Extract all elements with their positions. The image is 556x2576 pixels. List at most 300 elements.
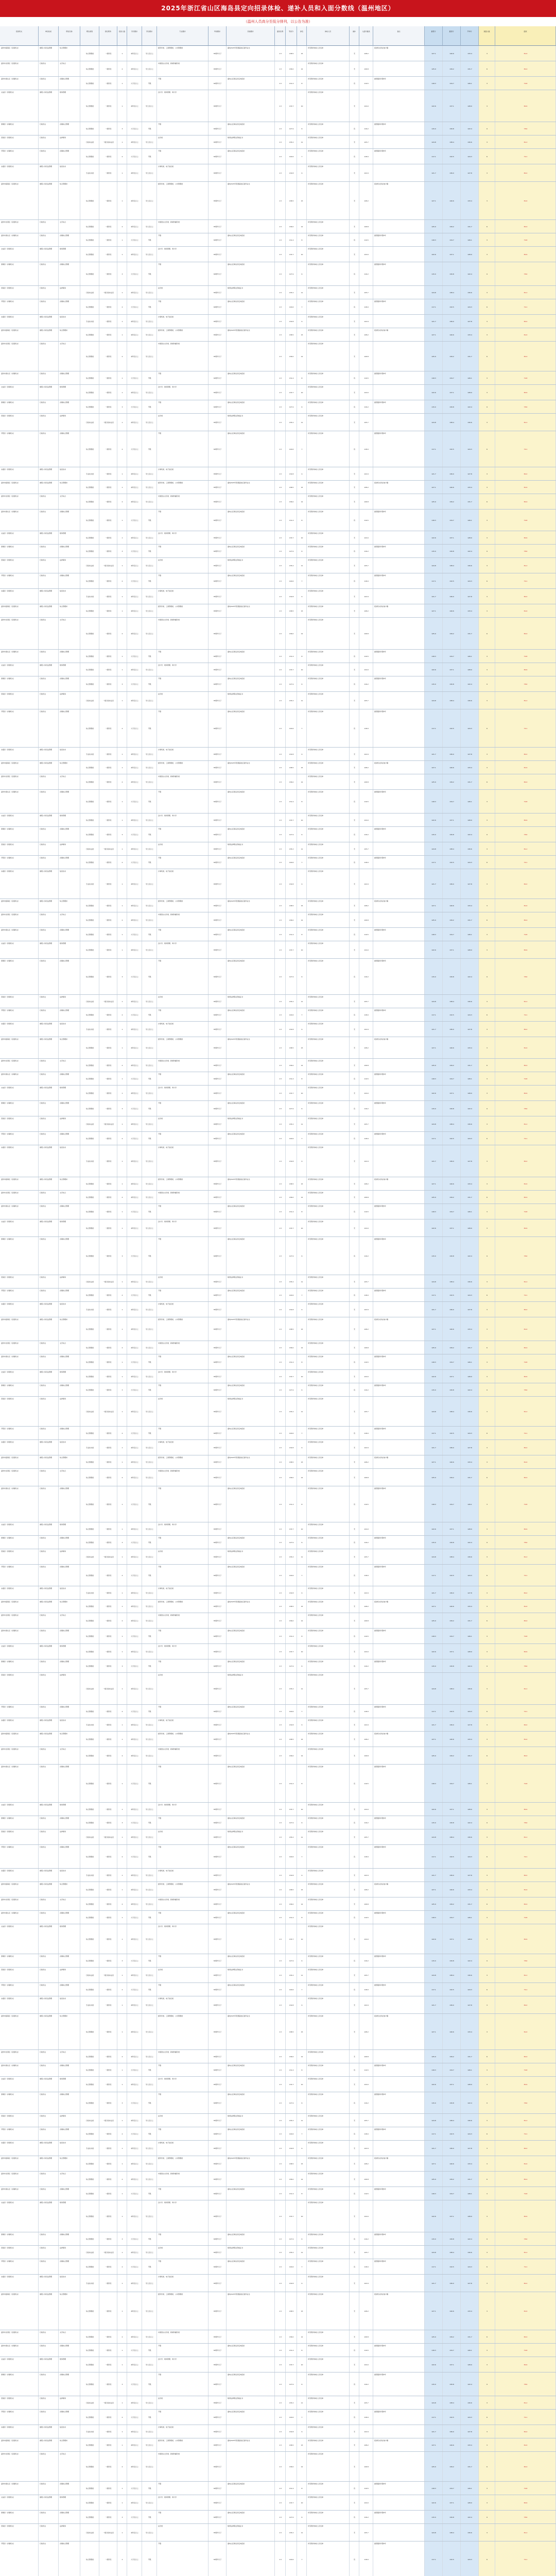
cell-iv	[495, 748, 556, 760]
cell-text: 35周岁以下	[208, 1651, 226, 1653]
cell-ratio	[275, 431, 286, 467]
cell-text: 乡镇综合管理	[59, 1845, 80, 1848]
cell-exam	[307, 481, 350, 494]
cell-text: 124.8	[425, 1411, 442, 1413]
cell-text: 119.5	[359, 1635, 373, 1637]
cell-text: 1	[117, 1078, 127, 1080]
cell-deg	[142, 573, 157, 588]
cell-text: 130.8	[443, 406, 460, 408]
cell-iv	[495, 604, 556, 617]
cell-cnt	[479, 494, 495, 509]
cell-text: 有	[350, 128, 359, 130]
cell-iv	[495, 371, 556, 384]
cell-line	[359, 1059, 373, 1072]
cell-text: 117.1	[425, 861, 442, 863]
cell-avg	[461, 1037, 479, 1058]
cell-text: 文字综合	[59, 1897, 80, 1901]
cell-text: 139.2	[443, 68, 460, 70]
cell-text: 学士及以上	[142, 949, 157, 951]
cell-text: 35周岁以下	[208, 596, 226, 598]
cell-line	[359, 1037, 373, 1058]
cell-text: 125.7	[359, 141, 373, 143]
cell-avg	[461, 220, 479, 233]
cell-text: 3	[479, 1328, 495, 1330]
cell-text: 9	[297, 172, 306, 174]
cell-ratio	[275, 676, 286, 691]
cell-deg	[142, 400, 157, 413]
cell-num	[117, 827, 127, 842]
cell-line	[359, 247, 373, 262]
cell-text: 综合管理类	[80, 486, 99, 488]
cell-age	[208, 558, 227, 573]
cell-text: 118.3	[425, 239, 442, 241]
cell-text: 一级科员	[99, 1196, 117, 1198]
cell-text: 温州市洞头区（乡镇机关）	[0, 233, 38, 236]
cell-score	[286, 558, 297, 573]
cell-max	[443, 262, 461, 285]
cell-text: 永嘉县（县级机关）	[0, 1302, 38, 1305]
cell-type	[39, 481, 59, 494]
cell-text: 温州市洞头区（乡镇机关）	[0, 650, 38, 653]
cell-num	[117, 790, 127, 813]
cell-text: 80.4	[495, 781, 555, 783]
cell-avg	[461, 385, 479, 400]
cell-fill	[350, 247, 359, 262]
cell-text: 不限	[157, 1427, 208, 1430]
cell-text: 30周岁以下	[208, 1783, 226, 1785]
cell-text: 1:3	[275, 226, 285, 228]
cell-iv	[495, 899, 556, 912]
cell-text: 综合管理类	[80, 253, 99, 256]
cell-text: 125.7	[359, 1001, 373, 1003]
cell-text: 本科及以上	[127, 700, 142, 702]
cell-avg	[461, 790, 479, 813]
cell-text: 温州市龙湾区（区级机关）	[0, 1747, 38, 1750]
cell-text: 行政机关	[39, 1565, 58, 1568]
cell-text: 参照公务员法管理	[39, 1219, 58, 1223]
cell-org	[0, 315, 39, 328]
cell-text: 2	[117, 501, 127, 503]
cell-text: 2	[117, 156, 127, 158]
cell-text: 1:3	[275, 1078, 285, 1080]
cell-text: 132.5	[443, 306, 460, 308]
cell-avg	[461, 676, 479, 691]
cell-line	[359, 233, 373, 246]
cell-cat	[80, 1086, 99, 1100]
cell-deg	[142, 1072, 157, 1085]
cell-text: 行政机关	[39, 122, 58, 125]
cell-text: 6	[297, 834, 306, 836]
cell-cnt	[479, 220, 495, 233]
cell-text: 124.8	[425, 1001, 442, 1003]
cell-text: 131.4	[286, 1503, 297, 1505]
cell-min	[425, 912, 443, 927]
cell-deg	[142, 494, 157, 509]
cell-text: 117.1	[425, 1014, 442, 1016]
cell-text: 134.7	[443, 82, 460, 84]
cell-text: 一级行政执法员	[99, 421, 117, 423]
cell-text: 133.7	[286, 819, 297, 821]
cell-text: 1:3	[275, 141, 285, 143]
cell-text: 大专及以上	[127, 550, 142, 552]
cell-text: 最低服务年限5年	[373, 1845, 424, 1848]
cell-rank	[297, 604, 307, 617]
cell-type	[39, 761, 59, 774]
cell-text: 综合管理类	[80, 406, 99, 408]
cell-text: 综合管理类	[80, 1856, 99, 1858]
cell-text: 综合管理类	[80, 105, 99, 107]
cell-fill	[350, 510, 359, 531]
cell-note	[373, 342, 425, 371]
cell-text: 35周岁以下	[208, 68, 226, 70]
cell-line	[359, 1101, 373, 1116]
cell-text: 35周岁以下	[208, 105, 226, 107]
cell-avg	[461, 869, 479, 899]
cell-text: 124.0	[359, 1808, 373, 1810]
cell-text: 127.1	[425, 610, 442, 612]
cell-text: 10	[297, 669, 306, 671]
cell-text: 138.4	[443, 292, 460, 294]
cell-text: 137.1	[443, 253, 460, 256]
cell-text: 学士及以上	[142, 105, 157, 107]
cell-text: 有	[350, 655, 359, 657]
cell-text	[373, 692, 424, 693]
cell-fill	[350, 1116, 359, 1131]
cell-text: 招录机关所在地户籍	[373, 1037, 424, 1040]
cell-text: 15	[297, 1461, 306, 1463]
cell-text: 无	[350, 68, 359, 70]
cell-text: 本科及以上	[127, 767, 142, 769]
cell-text: 133.7	[286, 105, 297, 107]
cell-max	[443, 1008, 461, 1021]
cell-text: 35周岁以下	[208, 421, 226, 423]
cell-text: 138.5	[286, 1328, 297, 1330]
cell-text: 综合管理类	[80, 1889, 99, 1891]
cell-text: 128.9	[461, 669, 478, 671]
cell-text: 经济学类、工商管理类、公共管理类	[157, 1037, 208, 1040]
cell-ratio	[275, 1101, 286, 1116]
cell-pos	[59, 842, 80, 855]
column-header-ratio: 面试比例	[275, 26, 286, 46]
cell-text: 行政机关	[39, 774, 58, 777]
cell-max	[443, 122, 461, 135]
cell-text: 128.2	[359, 1738, 373, 1740]
cell-text: 文字综合	[59, 912, 80, 916]
cell-text: 最低服务年限5年	[373, 233, 424, 236]
cell-org	[0, 650, 39, 663]
cell-text: 122.6	[425, 1651, 442, 1653]
cell-text: 128.9	[461, 392, 478, 394]
cell-text: 大专及以上	[127, 1255, 142, 1257]
cell-text: 综合管理类	[80, 1822, 99, 1824]
cell-deg	[142, 385, 157, 400]
cell-text: 9	[479, 273, 495, 275]
cell-text: 3	[117, 1822, 127, 1824]
cell-text: 138.5	[286, 1605, 297, 1607]
cell-text: 3	[117, 976, 127, 978]
cell-deg	[142, 1101, 157, 1116]
cell-iv	[495, 149, 556, 164]
cell-fill	[350, 431, 359, 467]
cell-text: 115.0	[425, 1389, 442, 1391]
cell-iv	[495, 414, 556, 431]
cell-text: 35周岁以下	[208, 949, 226, 951]
cell-pos	[59, 414, 80, 431]
cell-text: 122.9	[359, 1028, 373, 1030]
cell-major	[157, 328, 208, 341]
cell-text: 大专及以上	[127, 1432, 142, 1434]
cell-exam	[307, 1072, 350, 1085]
cell-text: 无	[350, 848, 359, 850]
cell-text: 信息技术	[59, 1586, 80, 1589]
cell-text: 本科及以上	[127, 1001, 142, 1003]
cell-org	[0, 220, 39, 233]
cell-major	[157, 692, 208, 709]
cell-text: 1:3	[275, 1665, 285, 1667]
cell-text: 本科及以上	[127, 1651, 142, 1653]
cell-text: 不限	[142, 1856, 157, 1858]
cell-org	[0, 748, 39, 760]
cell-text: 134.7	[443, 1361, 460, 1363]
cell-line	[359, 481, 373, 494]
cell-text: 本科及以上	[127, 53, 142, 55]
cell-deg	[142, 676, 157, 691]
cell-text: 本科及以上	[127, 1196, 142, 1198]
cell-text: 一级科员	[99, 239, 117, 241]
cell-text: 119.5	[359, 801, 373, 803]
cell-min	[425, 618, 443, 649]
cell-org	[0, 1037, 39, 1058]
cell-text: 学士及以上	[142, 1183, 157, 1185]
cell-age	[208, 286, 227, 299]
cell-min	[425, 315, 443, 328]
cell-org	[0, 995, 39, 1008]
cell-text: 133.7	[286, 1376, 297, 1378]
cell-text: 文字综合	[59, 618, 80, 621]
cell-major	[157, 676, 208, 691]
cell-text: 有	[350, 683, 359, 685]
cell-text: 行政机关	[39, 650, 58, 653]
cell-fill	[350, 676, 359, 691]
cell-level	[99, 941, 117, 958]
cell-note	[373, 748, 425, 760]
cell-text: 130.6	[461, 421, 478, 423]
cell-cond	[227, 1132, 275, 1145]
cell-text: 132.8	[286, 1028, 297, 1030]
cell-text: 有	[350, 861, 359, 863]
cell-org	[0, 827, 39, 842]
cell-text: 专业技术类	[80, 1724, 99, 1726]
cell-age	[208, 1145, 227, 1177]
cell-cond	[227, 558, 275, 573]
cell-text: 133.4	[461, 1605, 478, 1607]
cell-min	[425, 899, 443, 912]
cell-num	[117, 761, 127, 774]
cell-text: 本科及以上	[127, 1528, 142, 1530]
cell-text: 12	[297, 919, 306, 921]
cell-exam	[307, 299, 350, 314]
cell-org	[0, 545, 39, 557]
cell-text: 综合管理岗	[59, 761, 80, 764]
cell-pos	[59, 299, 80, 314]
cell-text: 不限	[157, 1383, 208, 1386]
cell-line	[359, 774, 373, 789]
cell-major	[157, 650, 208, 663]
cell-text: 参照公务员法管理	[39, 1022, 58, 1025]
cell-fill	[350, 531, 359, 544]
cell-cond	[227, 709, 275, 747]
cell-text: 139.2	[443, 919, 460, 921]
cell-age	[208, 856, 227, 869]
cell-text: 137.1	[443, 1651, 460, 1653]
cell-text: 135.2	[286, 1001, 297, 1003]
cell-text: 129.6	[286, 1138, 297, 1140]
cell-min	[425, 481, 443, 494]
cell-text: 详见附件体检人员名单	[307, 1037, 349, 1040]
cell-text: 面向山区海岛县定向招录	[227, 1204, 274, 1207]
cell-text: 3	[479, 848, 495, 850]
cell-text: 学士及以上	[142, 753, 157, 755]
cell-text: 6	[479, 1064, 495, 1066]
cell-text: 不限	[157, 1845, 208, 1848]
cell-num	[117, 692, 127, 709]
cell-major	[157, 1101, 208, 1116]
cell-text: 127.1	[425, 1047, 442, 1049]
cell-max	[443, 558, 461, 573]
cell-text: 132.8	[286, 596, 297, 598]
cell-text: 3	[479, 1503, 495, 1505]
cell-text: 本科及以上	[127, 141, 142, 143]
cell-text: 124.3	[461, 727, 478, 730]
cell-cat	[80, 286, 99, 299]
cell-text: 79.8	[495, 1783, 555, 1785]
cell-text: 127.1	[425, 1461, 442, 1463]
cell-text: 行政机关	[39, 1536, 58, 1539]
cell-text: 35周岁以下	[208, 1556, 226, 1558]
cell-text: 本科及以上	[127, 1064, 142, 1066]
cell-text: 学士及以上	[142, 392, 157, 394]
cell-text: 11	[297, 565, 306, 567]
cell-text: 无	[350, 1605, 359, 1607]
cell-avg	[461, 604, 479, 617]
cell-pos	[59, 856, 80, 869]
cell-text: 不限	[142, 156, 157, 158]
cell-edu	[127, 220, 142, 233]
cell-max	[443, 1145, 461, 1177]
cell-text: 3	[479, 905, 495, 907]
cell-text: 行政机关	[39, 1354, 58, 1358]
column-header-avg: 平均分	[461, 26, 479, 46]
cell-edu	[127, 604, 142, 617]
cell-fill	[350, 1145, 359, 1177]
cell-text: 1:3	[275, 519, 285, 521]
cell-text: 面向2025年普通高校应届毕业生	[227, 1177, 274, 1180]
cell-text: 122.9	[359, 172, 373, 174]
cell-min	[425, 494, 443, 509]
cell-text: 大专及以上	[127, 1710, 142, 1713]
cell-text: 中国语言文学类、新闻传播学类	[157, 1469, 208, 1472]
cell-text: 79.8	[495, 1361, 555, 1363]
cell-note	[373, 531, 425, 544]
cell-text: 35周岁以下	[208, 1620, 226, 1622]
cell-num	[117, 467, 127, 480]
cell-avg	[461, 494, 479, 509]
cell-line	[359, 1022, 373, 1037]
cell-text: 133.4	[461, 1183, 478, 1185]
cell-major	[157, 827, 208, 842]
cell-pos	[59, 869, 80, 899]
cell-text: 135.2	[286, 1411, 297, 1413]
cell-rank	[297, 663, 307, 676]
cell-org	[0, 149, 39, 164]
cell-text: 124.0	[359, 253, 373, 256]
cell-score	[286, 1008, 297, 1021]
cell-text: 一级行政执法员	[99, 1688, 117, 1690]
cell-num	[117, 1022, 127, 1037]
cell-text: 136.0	[443, 596, 460, 598]
cell-text: 138.5	[286, 200, 297, 202]
cell-cond	[227, 77, 275, 90]
cell-text: 综合管理类	[80, 1665, 99, 1667]
cell-org	[0, 46, 39, 61]
cell-text: 大专及以上	[127, 273, 142, 275]
cell-text: 取得法律职业资格证书	[227, 995, 274, 998]
cell-exam	[307, 46, 350, 61]
cell-text: 3	[479, 1001, 495, 1003]
cell-pos	[59, 928, 80, 941]
cell-text: 一级科员	[99, 1108, 117, 1110]
cell-text: 综合管理类	[80, 801, 99, 803]
cell-text: 详见附件体检人员名单	[307, 589, 349, 592]
cell-text: 苍南县（县级机关）	[0, 1116, 38, 1120]
cell-text: 学士及以上	[142, 1738, 157, 1740]
cell-text: 综合管理类	[80, 1541, 99, 1544]
cell-level	[99, 328, 117, 341]
cell-text: 详见附件体检人员名单	[307, 220, 349, 223]
cell-text: 中国语言文学类、新闻传播学类	[157, 1341, 208, 1344]
table-row	[0, 692, 556, 709]
cell-text: 3	[479, 934, 495, 936]
cell-min	[425, 995, 443, 1008]
cell-exam	[307, 912, 350, 927]
cell-text: 6	[479, 633, 495, 635]
cell-text: 法律事务	[59, 1549, 80, 1552]
cell-text: 139.2	[443, 1347, 460, 1349]
cell-iv	[495, 676, 556, 691]
cell-text: 一级科员	[99, 1903, 117, 1905]
cell-text: 不限	[157, 431, 208, 434]
cell-score	[286, 1037, 297, 1058]
cell-fill	[350, 692, 359, 709]
cell-text: 80.9	[495, 105, 555, 107]
cell-text: 133.4	[461, 905, 478, 907]
cell-fill	[350, 618, 359, 649]
cell-deg	[142, 663, 157, 676]
cell-text: 文字综合	[59, 1747, 80, 1750]
cell-text: 无	[350, 292, 359, 294]
cell-pos	[59, 46, 80, 61]
cell-text: 140.6	[443, 1461, 460, 1463]
table-row	[0, 912, 556, 928]
cell-cond	[227, 431, 275, 467]
cell-text: 温州市瓯海区（区级机关）	[0, 46, 38, 49]
column-header-cat: 职位类别	[80, 26, 99, 46]
cell-cnt	[479, 912, 495, 927]
cell-text: 130.6	[461, 141, 478, 143]
cell-text: 80.2	[495, 1592, 555, 1594]
cell-note	[373, 774, 425, 789]
cell-text: 1:3	[275, 1635, 285, 1637]
